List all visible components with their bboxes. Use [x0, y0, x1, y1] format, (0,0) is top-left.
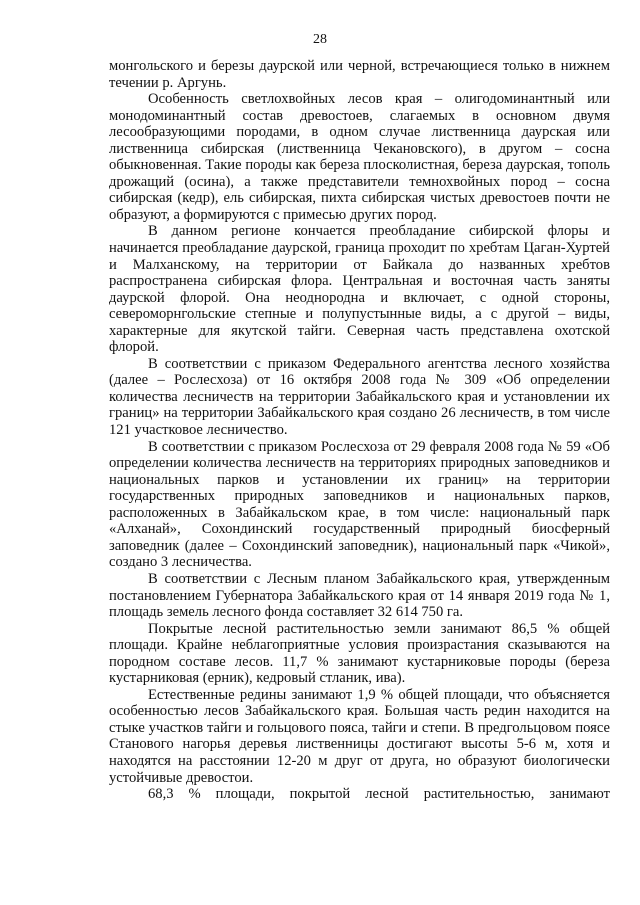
paragraph-natural-sparse-forests: Естественные редины занимают 1,9 % общей площади, что объясняется особенностью лесов Забайкальского края. Большая часть редин находится на стыке участков тайги и гольцового пояса, тайги и степи. В предгольцовом поясе Станового нагорья деревья лиственницы достигают высоты 5-6 м, хотя и находятся на расстоянии 12-20 м друг от друга, но образуют биологически устойчивые древостои.: [109, 686, 610, 786]
paragraph-light-coniferous-forests: Особенность светлохвойных лесов края – олигодоминантный или монодоминантный состав древостоев, слагаемых в основном двумя лесообразующими породами, в одном случае лиственница даурская или лиственница сибирская (лиственница Чекановского), в другом – сосна обыкновенная. Такие породы как береза плосколистная, береза даурская, тополь дрожащий (осина), а также представители темнохвойных пород – сосна сибирская (кедр), ель сибирская, пихта сибирская чистых древостоев почти не образуют, а формируются с примесью других пород.: [109, 91, 610, 223]
paragraph-forestry-order-59: В соответствии с приказом Рослесхоза от 29 февраля 2008 года № 59 «Об определении количества лесничеств на территориях природных заповедников и национальных парков и установлении их границ» на территории государственных природных заповедников и национальных парков, расположенных в Забайкальском крае, в том числе: национальный парк «Алханай», Сохондинский государственный природный биосферный заповедник (далее – Сохондинский заповедник), национальный парк «Чикой», создано 3 лесничества.: [109, 438, 610, 571]
page-number: 28: [313, 32, 327, 47]
paragraph-last-line: 68,3 % площади, покрытой лесной растительностью, занимают: [148, 786, 610, 803]
paragraph-forestry-order-309: В соответствии с приказом Федерального агентства лесного хозяйства (далее – Рослесхоза) от 16 октября 2008 года № 309 «Об определении количества лесничеств на территории Забайкальского края и установлении их границ» на территории Забайкальского края создано 26 лесничеств, в том числе 121 участковое лесничество.: [109, 355, 610, 439]
paragraph-forest-plan: В соответствии с Лесным планом Забайкальского края, утвержденным постановлением Губернатора Забайкальского края от 14 января 2019 года № 1, площадь земель лесного фонда составляет 32 614 750 га.: [109, 570, 610, 621]
paragraph-forest-cover: Покрытые лесной растительностью земли занимают 86,5 % общей площади. Крайне неблагоприятные условия произрастания сказываются на породном составе лесов. 11,7 % занимают кустарниковые породы (береза кустарниковая (ерник), кедровый стланик, ива).: [109, 620, 610, 687]
paragraph-continued: монгольского и березы даурской или черной, встречающиеся только в нижнем течении р. Аргунь.: [109, 58, 610, 91]
body-text: [109, 58, 610, 803]
paragraph-flora-boundary: В данном регионе кончается преобладание сибирской флоры и начинается преобладание даурской, граница проходит по хребтам Цаган-Хуртей и Малханскому, на территории от Байкала до названных хребтов распространена сибирская флора. Центральная и восточная часть заняты даурской флорой. Она неоднородна и включает, с одной стороны, североморнгольские степные и полупустынные виды, а с другой – виды, характерные для якутской тайги. Северная часть представлена охотской флорой.: [109, 223, 610, 356]
